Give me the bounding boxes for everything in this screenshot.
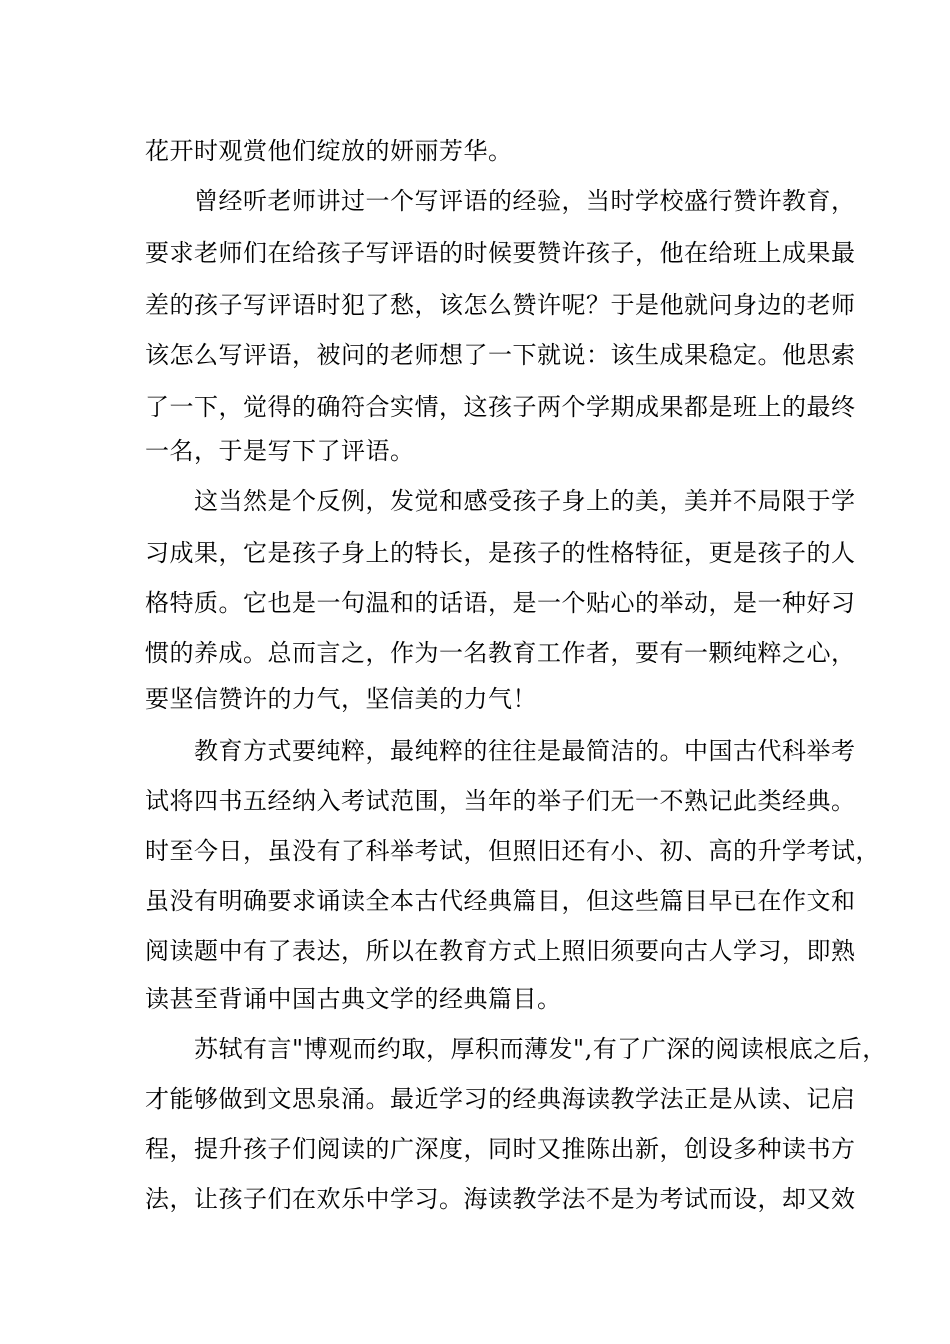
text-line-4: 差的孩子写评语时犯了愁，该怎么赞许呢？于是他就问身边的老师 bbox=[145, 291, 856, 319]
text-line-22: 法，让孩子们在欢乐中学习。海读教学法不是为考试而设，却又效 bbox=[145, 1185, 856, 1213]
text-line-13: 教育方式要纯粹，最纯粹的往往是最简洁的。中国古代科举考 bbox=[145, 737, 856, 765]
text-line-12: 要坚信赞许的力气，坚信美的力气！ bbox=[145, 685, 537, 713]
text-line-19: 苏轼有言"博观而约取，厚积而薄发",有了广深的阅读根底之后， bbox=[145, 1035, 887, 1063]
text-line-15: 时至今日，虽没有了科举考试，但照旧还有小、初、高的升学考试， bbox=[145, 837, 880, 865]
text-line-16: 虽没有明确要求诵读全本古代经典篇目，但这些篇目早已在作文和 bbox=[145, 887, 856, 915]
text-line-5: 该怎么写评语，被问的老师想了一下就说：该生成果稳定。他思索 bbox=[145, 341, 856, 369]
text-line-8: 这当然是个反例，发觉和感受孩子身上的美，美并不局限于学 bbox=[145, 487, 856, 515]
text-line-9: 习成果，它是孩子身上的特长，是孩子的性格特征，更是孩子的人 bbox=[145, 539, 856, 567]
text-line-1: 花开时观赏他们绽放的妍丽芳华。 bbox=[145, 137, 513, 165]
text-line-20: 才能够做到文思泉涌。最近学习的经典海读教学法正是从读、记启 bbox=[145, 1085, 856, 1113]
text-line-2: 曾经听老师讲过一个写评语的经验，当时学校盛行赞许教育， bbox=[145, 187, 856, 215]
text-line-21: 程，提升孩子们阅读的广深度，同时又推陈出新，创设多种读书方 bbox=[145, 1135, 856, 1163]
text-line-14: 试将四书五经纳入考试范围，当年的举子们无一不熟记此类经典。 bbox=[145, 787, 856, 815]
text-line-6: 了一下，觉得的确符合实情，这孩子两个学期成果都是班上的最终 bbox=[145, 393, 856, 421]
text-line-11: 惯的养成。总而言之，作为一名教育工作者，要有一颗纯粹之心， bbox=[145, 639, 856, 667]
text-line-17: 阅读题中有了表达，所以在教育方式上照旧须要向古人学习，即熟 bbox=[145, 937, 856, 965]
text-line-18: 读甚至背诵中国古典文学的经典篇目。 bbox=[145, 985, 562, 1013]
text-line-7: 一名，于是写下了评语。 bbox=[145, 437, 415, 465]
text-line-3: 要求老师们在给孩子写评语的时候要赞许孩子，他在给班上成果最 bbox=[145, 239, 856, 267]
text-line-10: 格特质。它也是一句温和的话语，是一个贴心的举动，是一种好习 bbox=[145, 589, 856, 617]
